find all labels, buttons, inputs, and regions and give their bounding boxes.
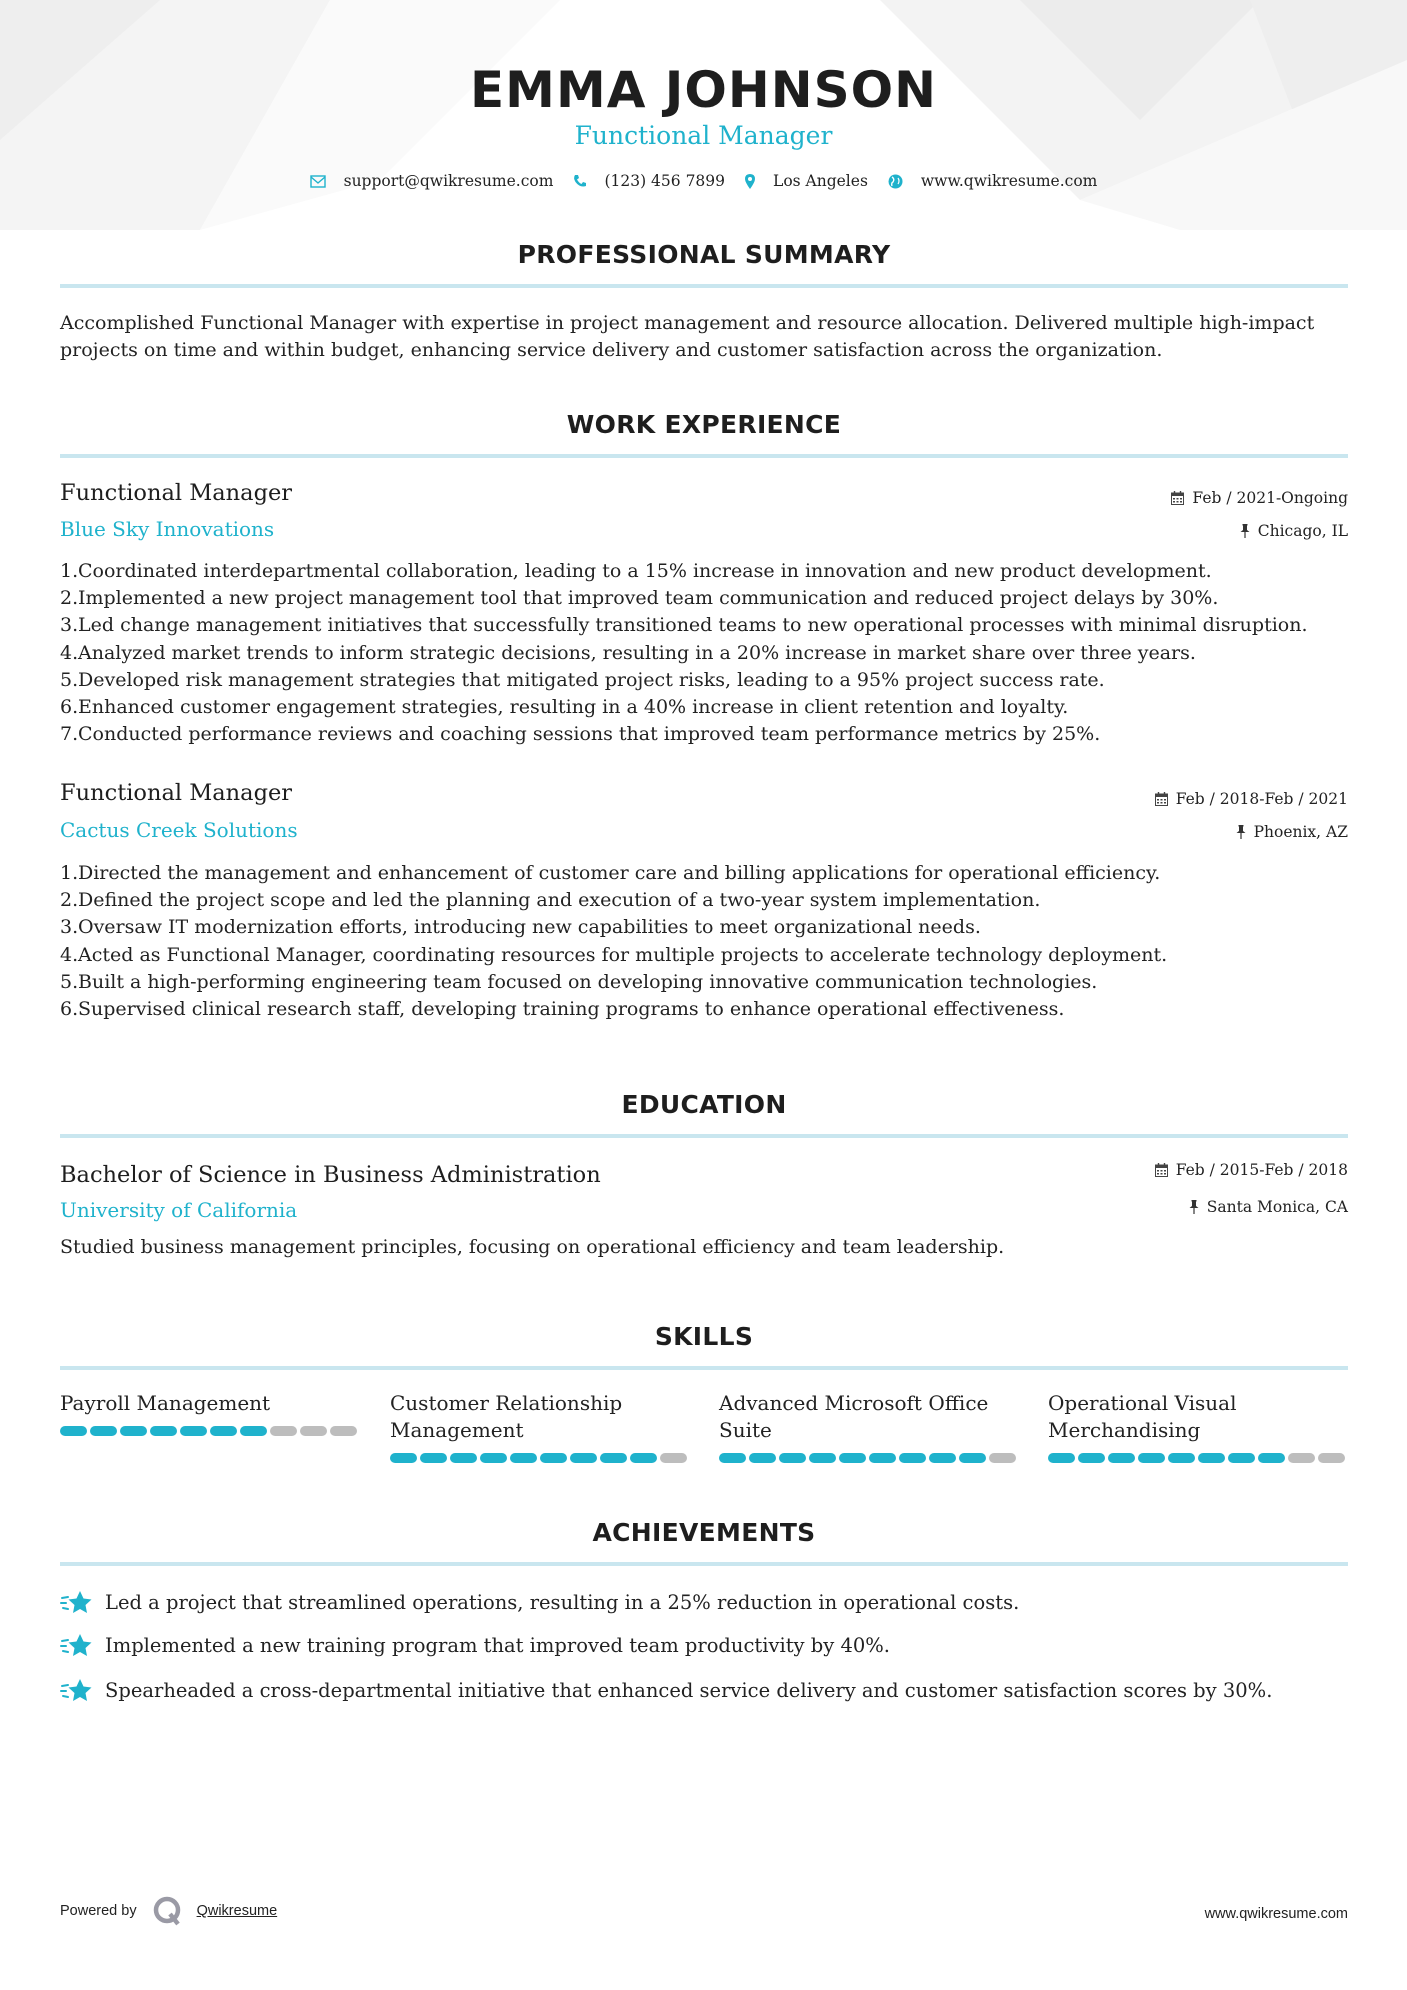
skill-segment-filled bbox=[869, 1453, 896, 1463]
section-divider bbox=[60, 1134, 1348, 1138]
skill-segment-filled bbox=[959, 1453, 986, 1463]
pushpin-icon bbox=[1189, 1200, 1199, 1214]
list-item: 4. Analyzed market trends to inform strategic decisions, resulting in a 20% increase in market share over three years. bbox=[60, 641, 1196, 664]
job-dates: Feb / 2021-Ongoing bbox=[1171, 489, 1348, 507]
contact-email[interactable] bbox=[310, 172, 554, 190]
skill-segment-filled bbox=[809, 1453, 836, 1463]
list-item: 2. Defined the project scope and led the planning and execution of a two-year system implementation. bbox=[60, 889, 1041, 912]
skill-segment-empty bbox=[270, 1426, 297, 1436]
job-title: Functional Manager bbox=[60, 780, 293, 806]
education-dates: Feb / 2015-Feb / 2018 bbox=[1155, 1161, 1348, 1179]
education-location: Santa Monica, CA bbox=[1189, 1198, 1348, 1216]
skill-segment-filled bbox=[929, 1453, 956, 1463]
skill-segment-filled bbox=[630, 1453, 657, 1463]
calendar-icon bbox=[1155, 792, 1168, 806]
skill-rating-bar bbox=[390, 1453, 690, 1463]
skill-segment-filled bbox=[180, 1426, 207, 1436]
footer-url[interactable]: www.qwikresume.com bbox=[1204, 1906, 1348, 1922]
skill-segment-filled bbox=[150, 1426, 177, 1436]
list-item: 7. Conducted performance reviews and coaching sessions that improved team performance metrics by 25%. bbox=[60, 723, 1101, 746]
skill-rating-bar bbox=[60, 1426, 360, 1436]
skill-name: Operational Visual Merchandising bbox=[1048, 1391, 1237, 1442]
list-item: 6. Enhanced customer engagement strategies, resulting in a 40% increase in client retention and loyalty. bbox=[60, 696, 1069, 719]
skill-segment-filled bbox=[450, 1453, 477, 1463]
skill-segment-filled bbox=[839, 1453, 866, 1463]
skill-segment-filled bbox=[570, 1453, 597, 1463]
section-divider bbox=[60, 284, 1348, 288]
pushpin-icon bbox=[1240, 524, 1250, 538]
section-heading-summary: PROFESSIONAL SUMMARY bbox=[517, 240, 891, 269]
skill-name: Payroll Management bbox=[60, 1391, 271, 1415]
skill-segment-filled bbox=[600, 1453, 627, 1463]
section-divider bbox=[60, 1366, 1348, 1370]
powered-by-label: Powered by bbox=[60, 1903, 137, 1919]
list-item: 1. Coordinated interdepartmental collaboration, leading to a 15% increase in innovation and new product development. bbox=[60, 560, 1212, 582]
skill-segment-filled bbox=[480, 1453, 507, 1463]
achievement-item bbox=[60, 1589, 1019, 1615]
contact-location bbox=[745, 172, 868, 190]
achievement-item bbox=[60, 1632, 890, 1658]
skill-item bbox=[719, 1390, 1019, 1463]
skill-segment-filled bbox=[749, 1453, 776, 1463]
section-heading-achievements: ACHIEVEMENTS bbox=[592, 1518, 816, 1547]
skill-name: Customer Relationship Management bbox=[390, 1391, 623, 1442]
qwikresume-logo-icon bbox=[153, 1896, 183, 1926]
list-item: 2. Implemented a new project management tool that improved team communication and reduced project delays by 30%. bbox=[60, 587, 1219, 610]
contact-row bbox=[0, 172, 1407, 190]
job-location: Phoenix, AZ bbox=[1236, 823, 1348, 841]
skill-name: Advanced Microsoft Office Suite bbox=[719, 1391, 989, 1442]
calendar-icon bbox=[1171, 491, 1184, 505]
skill-item bbox=[60, 1390, 360, 1436]
section-heading-skills: SKILLS bbox=[654, 1322, 754, 1351]
contact-location-text: Los Angeles bbox=[773, 172, 868, 190]
achievement-text: Spearheaded a cross-departmental initiative that enhanced service delivery and customer satisfaction scores by 30%. bbox=[105, 1678, 1273, 1702]
skill-segment-filled bbox=[1168, 1453, 1195, 1463]
skill-segment-filled bbox=[1228, 1453, 1255, 1463]
job-responsibilities bbox=[60, 860, 1360, 1023]
skill-segment-filled bbox=[240, 1426, 267, 1436]
skill-segment-filled bbox=[510, 1453, 537, 1463]
list-item: 4. Acted as Functional Manager, coordinating resources for multiple projects to accelerate technology deployment. bbox=[60, 943, 1168, 966]
skill-item bbox=[1048, 1390, 1348, 1463]
contact-website[interactable] bbox=[888, 172, 1097, 190]
section-divider bbox=[60, 1562, 1348, 1566]
contact-phone-text: (123) 456 7899 bbox=[604, 172, 726, 190]
job-dates: Feb / 2018-Feb / 2021 bbox=[1155, 790, 1348, 808]
candidate-name: EMMA JOHNSON bbox=[470, 61, 937, 119]
section-heading-education: EDUCATION bbox=[621, 1090, 787, 1119]
skill-segment-filled bbox=[1048, 1453, 1075, 1463]
list-item: 1. Directed the management and enhancement of customer care and billing applications for operational efficiency. bbox=[60, 862, 1161, 884]
school-name: University of California bbox=[60, 1198, 298, 1222]
section-divider bbox=[60, 454, 1348, 458]
skill-segment-filled bbox=[210, 1426, 237, 1436]
degree-title: Bachelor of Science in Business Administration bbox=[60, 1162, 601, 1188]
map-pin-icon bbox=[745, 174, 755, 189]
list-item: 5. Built a high-performing engineering team focused on developing innovative communication technologies. bbox=[60, 970, 1098, 993]
skill-item bbox=[390, 1390, 690, 1463]
skill-segment-filled bbox=[719, 1453, 746, 1463]
skill-segment-filled bbox=[779, 1453, 806, 1463]
skill-segment-filled bbox=[540, 1453, 567, 1463]
skill-rating-bar bbox=[719, 1453, 1019, 1463]
skill-segment-filled bbox=[899, 1453, 926, 1463]
skill-segment-empty bbox=[1288, 1453, 1315, 1463]
contact-email-text: support@qwikresume.com bbox=[343, 172, 554, 190]
skill-segment-filled bbox=[1138, 1453, 1165, 1463]
resume-header bbox=[0, 58, 1407, 152]
star-icon bbox=[60, 1632, 94, 1658]
company-name: Cactus Creek Solutions bbox=[60, 818, 298, 842]
skill-segment-filled bbox=[1198, 1453, 1225, 1463]
globe-icon bbox=[888, 174, 903, 189]
skill-segment-filled bbox=[1258, 1453, 1285, 1463]
pushpin-icon bbox=[1236, 825, 1246, 839]
contact-phone[interactable] bbox=[573, 172, 725, 190]
summary-text: Accomplished Functional Manager with expertise in project management and resource allocation. Delivered multiple high-impact projects on time and within budget, enhancing service delivery and customer satisfaction across the organization. bbox=[60, 312, 1315, 361]
skill-segment-empty bbox=[330, 1426, 357, 1436]
skill-segment-empty bbox=[989, 1453, 1016, 1463]
list-item: 3. Led change management initiatives that successfully transitioned teams to new operational processes with minimal disruption. bbox=[60, 614, 1308, 637]
skill-segment-filled bbox=[60, 1426, 87, 1436]
job-location: Chicago, IL bbox=[1240, 522, 1348, 540]
candidate-title: Functional Manager bbox=[574, 121, 833, 150]
skill-segment-empty bbox=[300, 1426, 327, 1436]
job-title: Functional Manager bbox=[60, 480, 293, 506]
list-item: 6. Supervised clinical research staff, developing training programs to enhance operational effectiveness. bbox=[60, 998, 1065, 1021]
job-responsibilities bbox=[60, 558, 1360, 748]
skill-segment-filled bbox=[120, 1426, 147, 1436]
company-name: Blue Sky Innovations bbox=[60, 517, 275, 541]
skill-rating-bar bbox=[1048, 1453, 1348, 1463]
skill-segment-filled bbox=[1108, 1453, 1135, 1463]
star-icon bbox=[60, 1589, 94, 1615]
calendar-icon bbox=[1155, 1163, 1168, 1177]
skill-segment-empty bbox=[660, 1453, 687, 1463]
phone-icon bbox=[573, 174, 586, 188]
education-description: Studied business management principles, focusing on operational efficiency and team leadership. bbox=[60, 1236, 1005, 1258]
qwikresume-link[interactable]: Qwikresume bbox=[196, 1903, 278, 1919]
footer-powered-by bbox=[60, 1896, 277, 1926]
envelope-icon bbox=[310, 175, 326, 188]
list-item: 3. Oversaw IT modernization efforts, introducing new capabilities to meet organizational needs. bbox=[60, 916, 981, 939]
list-item: 5. Developed risk management strategies that mitigated project risks, leading to a 95% project success rate. bbox=[60, 668, 1105, 691]
skill-segment-filled bbox=[90, 1426, 117, 1436]
contact-website-text: www.qwikresume.com bbox=[920, 172, 1098, 190]
skill-segment-filled bbox=[1078, 1453, 1105, 1463]
skill-segment-empty bbox=[1318, 1453, 1345, 1463]
achievement-item bbox=[60, 1677, 1272, 1703]
achievement-text: Implemented a new training program that improved team productivity by 40%. bbox=[105, 1633, 891, 1657]
skill-segment-filled bbox=[420, 1453, 447, 1463]
star-icon bbox=[60, 1677, 94, 1703]
achievement-text: Led a project that streamlined operations, resulting in a 25% reduction in operational costs. bbox=[105, 1590, 1020, 1614]
skill-segment-filled bbox=[390, 1453, 417, 1463]
section-heading-experience: WORK EXPERIENCE bbox=[566, 410, 842, 439]
